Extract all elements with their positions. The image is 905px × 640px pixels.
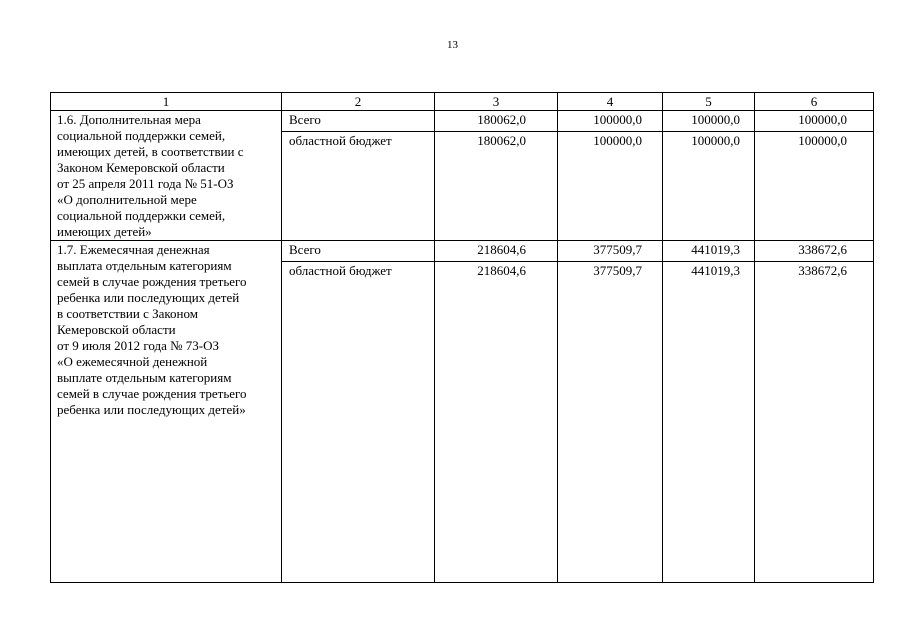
column-header: 3 [435,93,558,111]
budget-table [50,92,874,583]
funding-source: Всего [282,111,435,132]
measure-description: 1.6. Дополнительная мера социальной поддержки семей, имеющих детей, в соответствии с Законом Кемеровской области от 25 апреля 2011 года № 51-ОЗ «О дополнительной мере социальной поддержки семей, имеющих детей» [51,111,282,241]
amount-cell: 100000,0 [663,132,755,241]
funding-source: Всего [282,241,435,262]
amount-cell: 100000,0 [755,111,874,132]
funding-source: областной бюджет [282,132,435,241]
column-header: 4 [558,93,663,111]
amount-cell: 100000,0 [755,132,874,241]
funding-source: областной бюджет [282,262,435,583]
table-row [51,111,874,132]
column-header: 1 [51,93,282,111]
column-header: 2 [282,93,435,111]
amount-cell: 377509,7 [558,262,663,583]
table-row [51,241,874,262]
amount-cell: 100000,0 [558,111,663,132]
page-number: 13 [447,39,458,51]
amount-cell: 377509,7 [558,241,663,262]
column-header: 6 [755,93,874,111]
amount-cell: 218604,6 [435,262,558,583]
column-header: 5 [663,93,755,111]
amount-cell: 338672,6 [755,241,874,262]
table-header-row [51,93,874,111]
amount-cell: 100000,0 [663,111,755,132]
amount-cell: 338672,6 [755,262,874,583]
amount-cell: 100000,0 [558,132,663,241]
amount-cell: 180062,0 [435,132,558,241]
measure-description: 1.7. Ежемесячная денежная выплата отдельным категориям семей в случае рождения третьего ребенка или последующих детей в соответствии с Законом Кемеровской области от 9 июля 2012 года № 73-ОЗ «О ежемесячной денежной выплате отдельным категориям семей в случае рождения третьего ребенка или последующих детей» [51,241,282,583]
amount-cell: 441019,3 [663,262,755,583]
amount-cell: 180062,0 [435,111,558,132]
amount-cell: 218604,6 [435,241,558,262]
amount-cell: 441019,3 [663,241,755,262]
